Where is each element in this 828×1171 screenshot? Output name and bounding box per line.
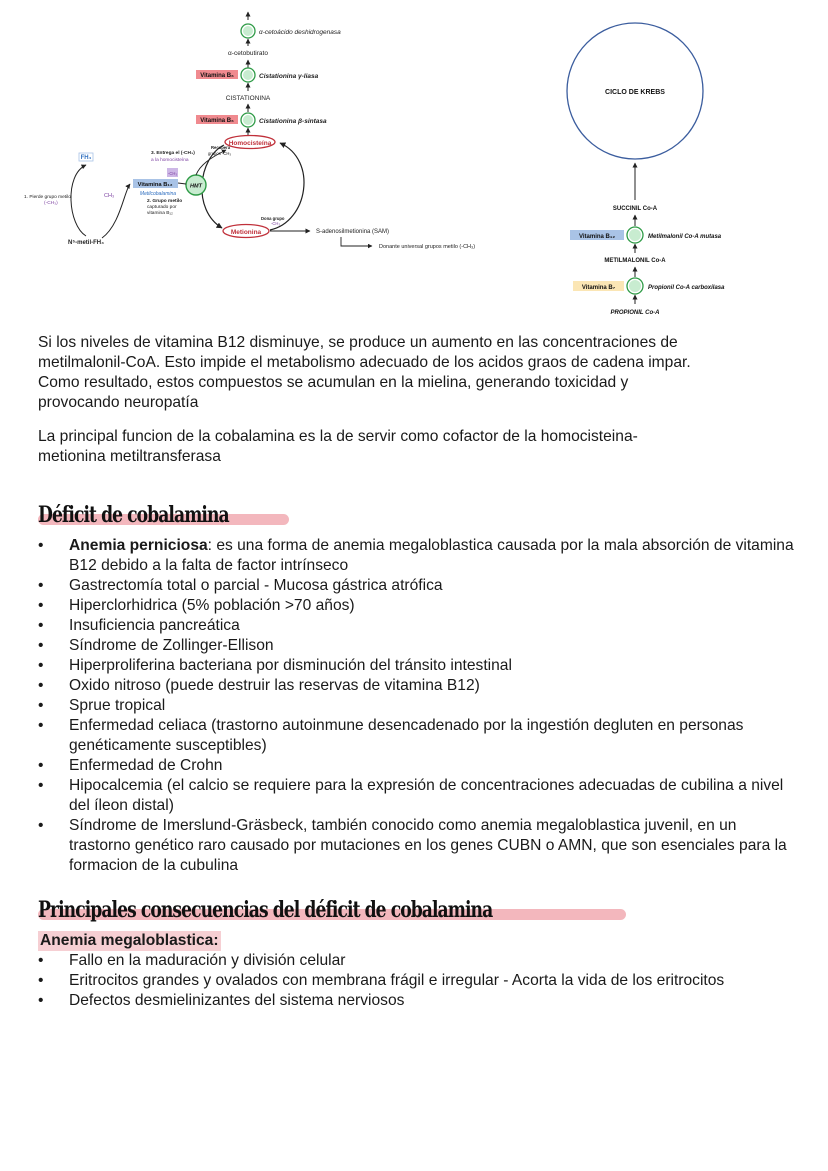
captured-note-line2: capturado por bbox=[147, 205, 177, 210]
captured-note-line3: vitamina B₁₂ bbox=[147, 211, 173, 216]
enzyme-ketoacid-dehydrogenase: α-cetoácido deshidrogenasa bbox=[259, 29, 341, 36]
carboxylase-label: Propionil Co-A carboxilasa bbox=[648, 285, 725, 291]
methionine-cycle-diagram bbox=[24, 12, 475, 250]
list-item: • Síndrome de Imerslund-Gräsbeck, también conocido como anemia megaloblastica juvenil, en un trastorno genético raro causado por mutaciones en los genes CUBN o AMN, que son esenciales para la formacion de la cubulina bbox=[38, 816, 798, 876]
list-item: • Hiperproliferina bacteriana por disminución del tránsito intestinal bbox=[38, 656, 798, 676]
ch3-label: CH₃ bbox=[104, 193, 115, 199]
methionine-label: Metionina bbox=[230, 229, 262, 236]
recover-note-line2: grupos -CH₃ bbox=[208, 151, 232, 156]
vitamin-b12-label-right: Vitamina B₁₂ bbox=[578, 234, 616, 240]
list-item: • Hiperclorhidrica (5% población >70 años) bbox=[38, 596, 798, 616]
consequences-heading bbox=[38, 897, 620, 923]
deficit-heading bbox=[38, 502, 283, 528]
deficit-list bbox=[38, 536, 798, 876]
deliver-note-line1: 3. Entrega el (-CH₃) bbox=[151, 151, 195, 156]
methylmalonyl-coa-label: METILMALONIL Co-A bbox=[604, 258, 666, 264]
vitamin-b7-label: Vitamina B₇ bbox=[581, 285, 616, 291]
fh4-label: FH₄ bbox=[80, 155, 92, 161]
recover-note-line1: Recupera bbox=[211, 145, 231, 150]
sam-label: S-adenosilmetionina (SAM) bbox=[316, 229, 390, 235]
captured-note-line1: 2. Grupo metilo bbox=[147, 199, 183, 204]
methylcobalamin-label: Metilcobalamina bbox=[139, 191, 177, 197]
document-body bbox=[38, 333, 798, 1011]
list-item: • Fallo en la maduración y división celular bbox=[38, 951, 798, 971]
vitamin-b6-label-bottom: Vitamina B₆ bbox=[200, 118, 234, 124]
enzyme-cystathionine-gamma-lyase: Cistationina γ-liasa bbox=[259, 73, 319, 80]
consequences-list bbox=[38, 951, 798, 1011]
list-item: • Insuficiencia pancreática bbox=[38, 616, 798, 636]
sam-note: Donante universal grupos metilo (-CH₃) bbox=[379, 244, 476, 250]
donate-note-line2: -CH₃ bbox=[271, 221, 281, 226]
list-item: • Gastrectomía total o parcial - Mucosa gástrica atrófica bbox=[38, 576, 798, 596]
donate-note-line1: Dona grupo bbox=[261, 216, 285, 221]
cobalamin-function-paragraph: La principal funcion de la cobalamina es la de servir como cofactor de la homocisteina- metionina metiltransferasa bbox=[38, 428, 638, 465]
list-item: • Eritrocitos grandes y ovalados con membrana frágil e irregular - Acorta la vida de los eritrocitos bbox=[38, 971, 798, 991]
pernicious-anemia-term: Anemia perniciosa bbox=[69, 537, 208, 554]
deliver-note-line2: a la homocisteína bbox=[151, 158, 189, 163]
list-item: • Enfermedad celiaca (trastorno autoinmune desencadenado por la ingestión degluten en personas genéticamente susceptibles) bbox=[38, 716, 798, 756]
krebs-cycle-label: CICLO DE KREBS bbox=[605, 89, 665, 96]
mutase-label: Metilmalonil Co-A mutasa bbox=[648, 234, 722, 240]
deficit-heading-text: Déficit de cobalamina bbox=[38, 502, 229, 528]
list-item: • Defectos desmielinizantes del sistema nerviosos bbox=[38, 991, 798, 1011]
list-item bbox=[38, 536, 798, 576]
homocysteine-label: Homocisteína bbox=[228, 140, 272, 147]
vitamin-b12-label: Vitamina B₁₂ bbox=[137, 182, 173, 188]
megaloblastic-anemia-subheading: Anemia megaloblastica: bbox=[40, 932, 219, 949]
succinyl-coa-label: SUCCINIL Co-A bbox=[612, 206, 658, 212]
methyl-tag: -CH₃ bbox=[167, 171, 178, 176]
n5-methyl-fh4-label: N⁵-metil-FH₄ bbox=[67, 240, 105, 246]
enzyme-cystathionine-beta-synthase: Cistationina β-sintasa bbox=[259, 118, 327, 125]
lose-methyl-note-line2: (-CH₃) bbox=[44, 201, 58, 206]
alpha-ketobutyrate-label: α-cetobutirato bbox=[228, 50, 268, 57]
propionyl-coa-label: PROPIONIL Co-A bbox=[610, 310, 660, 316]
list-item: • Hipocalcemia (el calcio se requiere para la expresión de concentraciones adecuadas de cubilina a nivel del íleon distal) bbox=[38, 776, 798, 816]
propionate-pathway-diagram bbox=[567, 23, 725, 316]
pernicious-anemia-desc: : es una forma de anemia megaloblastica causada por la mala absorción de vitamina B12 debido a la falta de factor intrínseco bbox=[69, 537, 794, 574]
lose-methyl-note-line1: 1. Pierde grupo metilo bbox=[24, 195, 71, 200]
cystathionine-label: CISTATIONINA bbox=[225, 95, 271, 102]
hmt-label: HMT bbox=[190, 183, 202, 190]
consequences-heading-text: Principales consecuencias del déficit de cobalamina bbox=[38, 897, 493, 923]
list-item: • Sprue tropical bbox=[38, 696, 798, 716]
metabolic-pathway-diagram bbox=[0, 0, 828, 330]
b12-deficiency-paragraph: Si los niveles de vitamina B12 disminuye, se produce un aumento en las concentraciones de metilmalonil-CoA. Esto impide el metabolismo adecuado de los acidos graos de cadena impar. Como resultado, estos compuestos se acumulan en la mielina, generando toxicidad y provocando neuropatía bbox=[38, 334, 691, 411]
list-item: • Oxido nitroso (puede destruir las reservas de vitamina B12) bbox=[38, 676, 798, 696]
list-item: • Síndrome de Zollinger-Ellison bbox=[38, 636, 798, 656]
list-item: • Enfermedad de Crohn bbox=[38, 756, 798, 776]
vitamin-b6-label-top: Vitamina B₆ bbox=[200, 73, 234, 79]
